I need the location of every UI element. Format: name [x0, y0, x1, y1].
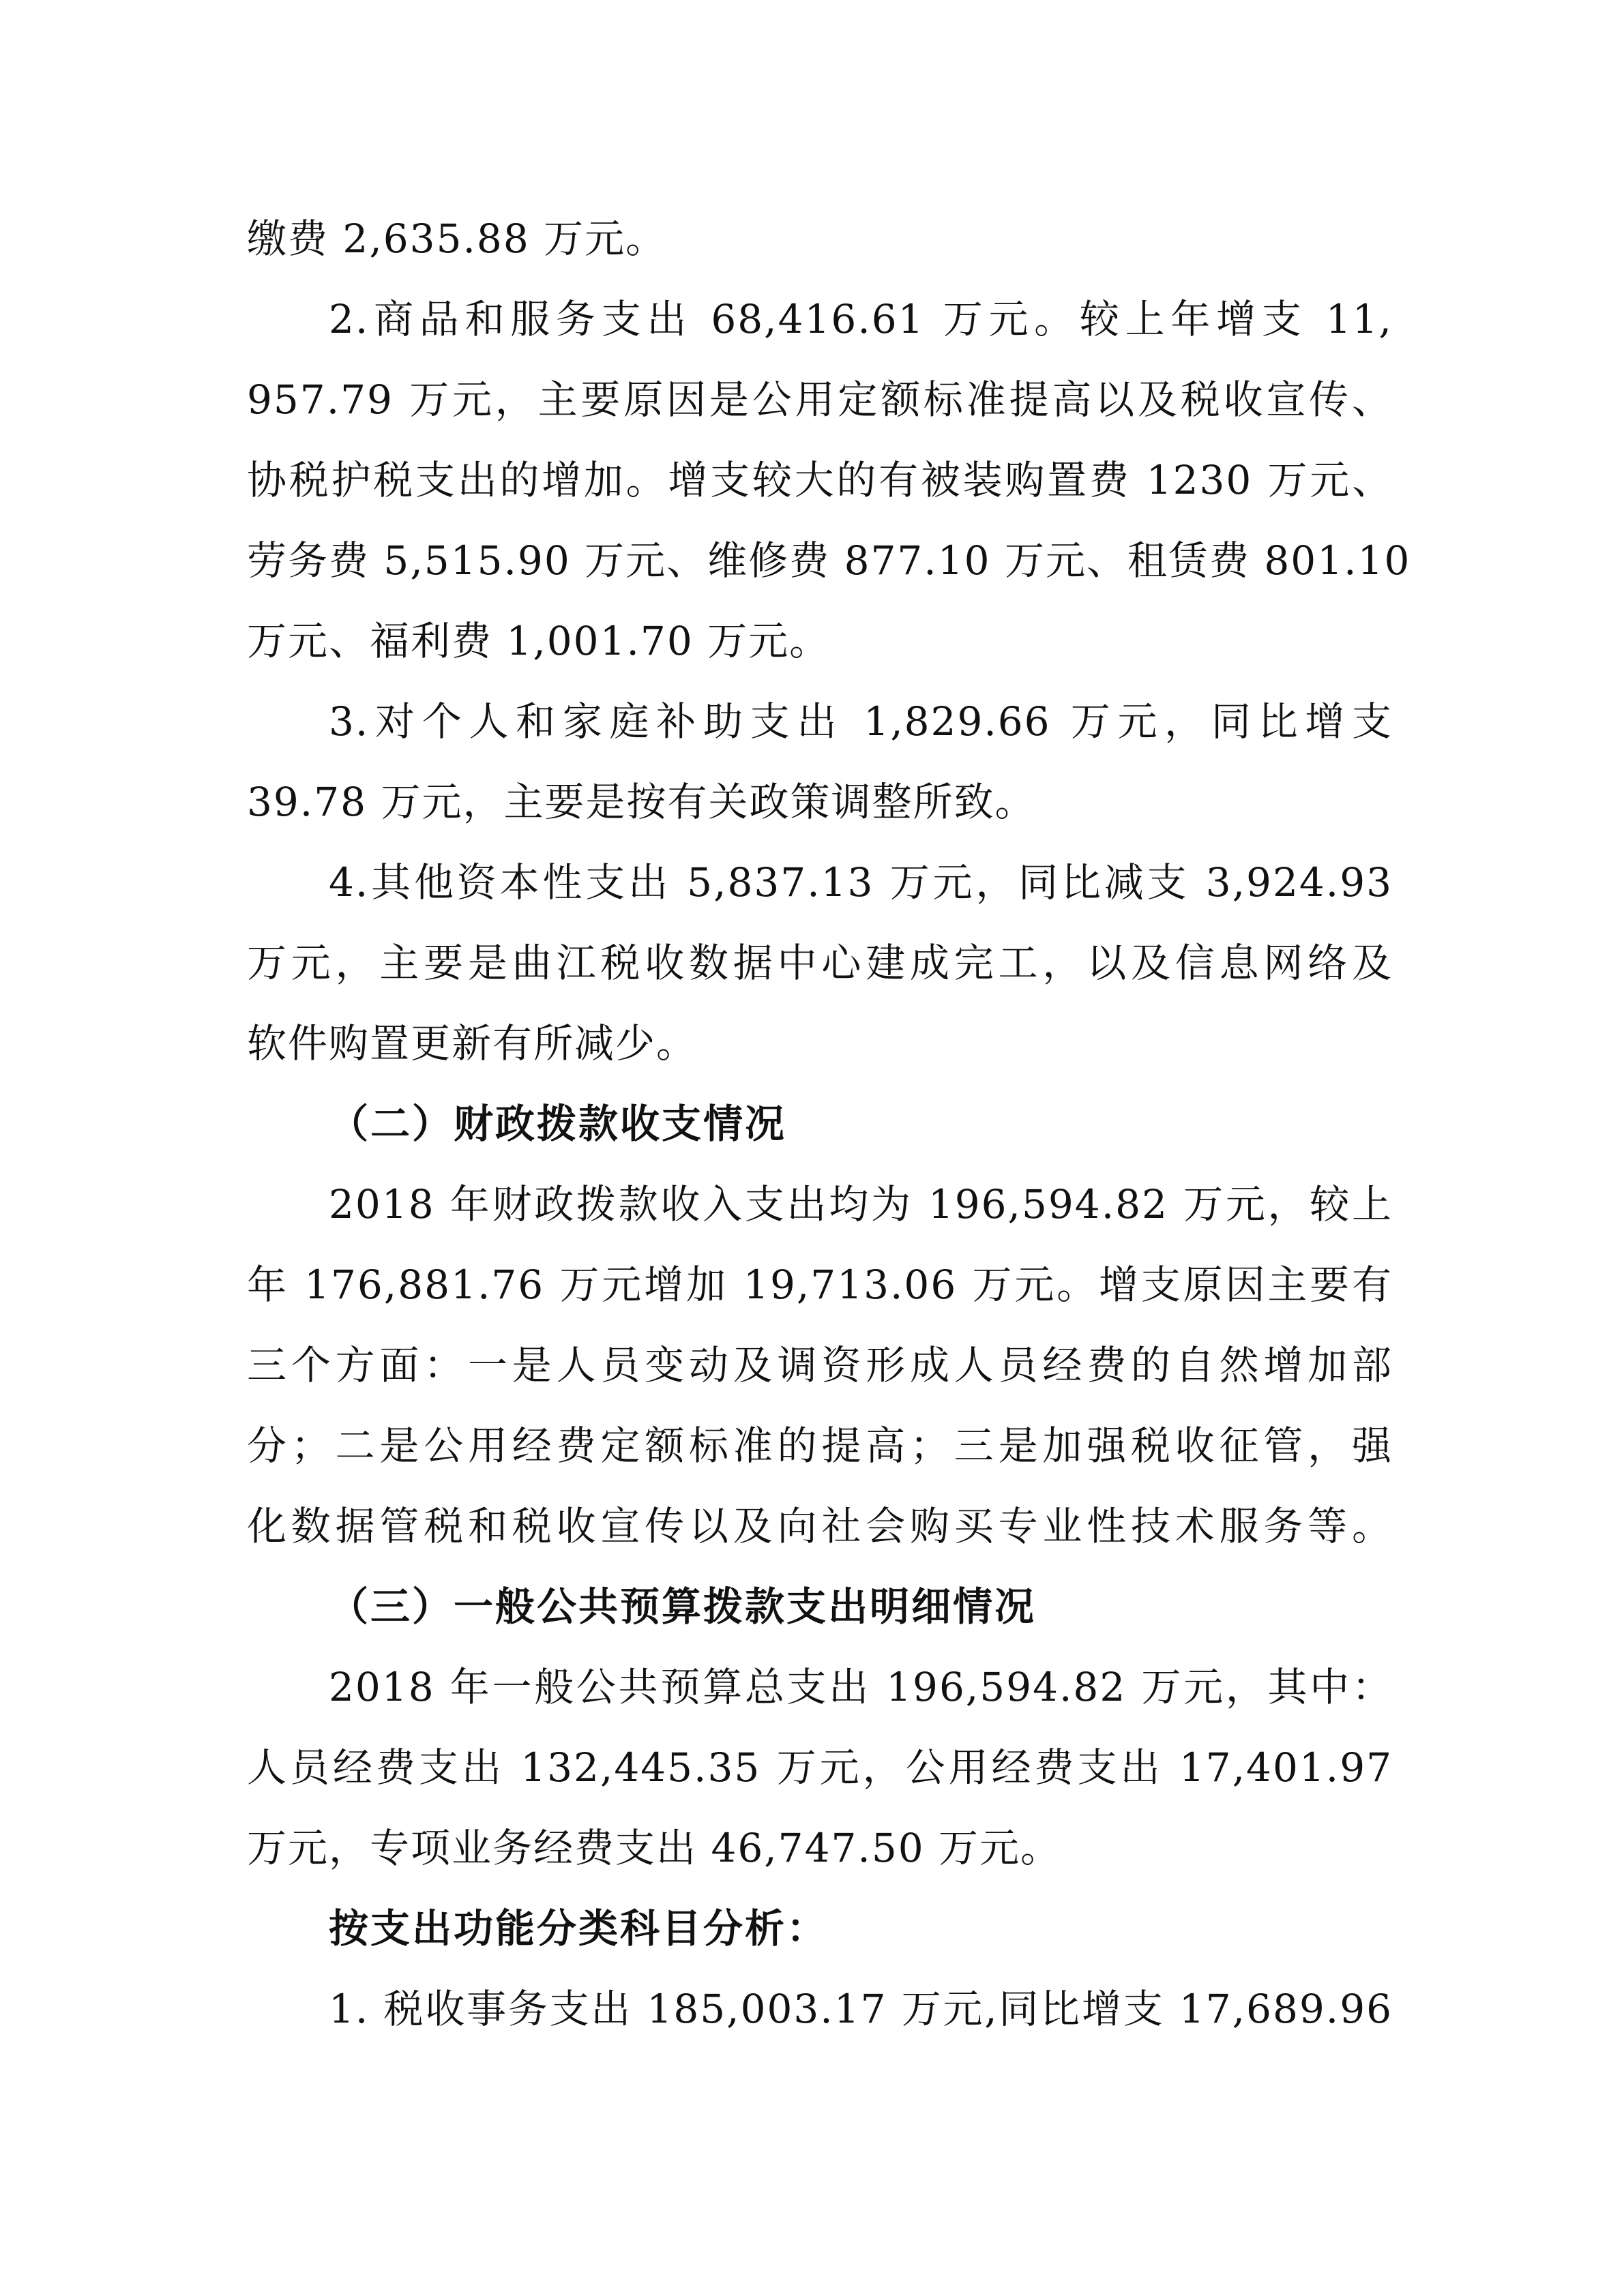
paragraph-line: 缴费 2,635.88 万元。: [247, 215, 667, 262]
paragraph-line: 软件购置更新有所减少。: [247, 1020, 698, 1067]
paragraph-line: 万元、福利费 1,001.70 万元。: [247, 618, 831, 664]
paragraph-line: 劳务费 5,515.90 万元、维修费 877.10 万元、租赁费 801.10: [247, 537, 1411, 584]
paragraph-line: 万元，主要是曲江税收数据中心建成完工，以及信息网络及: [247, 940, 1393, 986]
paragraph-line: 3.对个人和家庭补助支出 1,829.66 万元，同比增支: [329, 698, 1393, 745]
paragraph-line: 分；二是公用经费定额标准的提高；三是加强税收征管，强: [247, 1422, 1393, 1469]
paragraph-line: 1. 税收事务支出 185,003.17 万元,同比增支 17,689.96: [329, 1986, 1393, 2032]
paragraph-line: 4.其他资本性支出 5,837.13 万元，同比减支 3,924.93: [329, 859, 1393, 906]
section-heading: （三）一般公共预算拨款支出明细情况: [329, 1583, 1037, 1630]
paragraph-line: 协税护税支出的增加。增支较大的有被装购置费 1230 万元、: [247, 457, 1393, 503]
paragraph-line: 2018 年一般公共预算总支出 196,594.82 万元，其中：: [329, 1664, 1393, 1710]
section-heading: （二）财政拨款收支情况: [329, 1101, 787, 1147]
paragraph-line: 化数据管税和税收宣传以及向社会购买专业性技术服务等。: [247, 1503, 1393, 1549]
paragraph-line: 万元，专项业务经费支出 46,747.50 万元。: [247, 1825, 1062, 1871]
paragraph-line: 三个方面：一是人员变动及调资形成人员经费的自然增加部: [247, 1342, 1393, 1388]
paragraph-line: 39.78 万元，主要是按有关政策调整所致。: [247, 779, 1036, 825]
paragraph-line: 年 176,881.76 万元增加 19,713.06 万元。增支原因主要有: [247, 1262, 1393, 1308]
paragraph-line: 2.商品和服务支出 68,416.61 万元。较上年增支 11,: [329, 296, 1393, 342]
paragraph-line: 2018 年财政拨款收入支出均为 196,594.82 万元，较上: [329, 1181, 1393, 1227]
paragraph-line: 957.79 万元，主要原因是公用定额标准提高以及税收宣传、: [247, 376, 1393, 423]
paragraph-line: 人员经费支出 132,445.35 万元，公用经费支出 17,401.97: [247, 1744, 1393, 1791]
subsection-heading: 按支出功能分类科目分析：: [329, 1905, 829, 1952]
